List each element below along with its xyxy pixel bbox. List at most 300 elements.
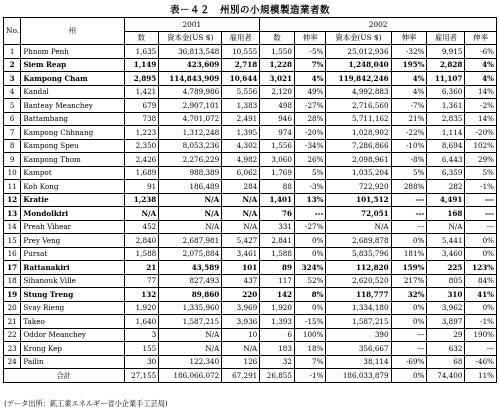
cell-employees-2002: 68 — [427, 355, 465, 369]
header-year-2001: 2001 — [124, 18, 260, 32]
cell-employees-2002: 4,491 — [427, 193, 465, 207]
cell-count-growth: 5% — [294, 166, 325, 180]
cell-employees-growth: 190% — [465, 328, 497, 342]
cell-employees-growth: --- — [465, 342, 497, 356]
cell-employees-growth: 4% — [465, 72, 497, 86]
cell-row-number: 1 — [4, 45, 21, 59]
cell-count-2002: 183 — [260, 342, 295, 356]
cell-count-2002: 142 — [260, 288, 295, 302]
cell-province-name: Oddor Meanchey — [21, 328, 124, 342]
cell-row-number: 22 — [4, 328, 21, 342]
cell-employees-growth: 0% — [465, 247, 497, 261]
table-row — [4, 72, 497, 86]
cell-count-2002: 1,550 — [260, 45, 295, 59]
cell-count-2001: 1,223 — [124, 126, 159, 140]
cell-province-name: Phnom Penh — [21, 45, 124, 59]
table-row — [4, 112, 497, 126]
cell-employees-2002: 11,107 — [427, 72, 465, 86]
cell-count-2001: 2,426 — [124, 153, 159, 167]
cell-count-2002: 117 — [260, 274, 295, 288]
cell-count-growth: 26% — [294, 153, 325, 167]
cell-row-number: 16 — [4, 247, 21, 261]
cell-count-2001: 3 — [124, 328, 159, 342]
header-province: 州 — [21, 18, 124, 45]
cell-capital-2002: 38,114 — [326, 355, 391, 369]
cell-capital-2001: N/A — [159, 328, 222, 342]
cell-count-growth: 18% — [294, 342, 325, 356]
cell-row-number: 3 — [4, 72, 21, 86]
cell-employees-2002: 3,962 — [427, 301, 465, 315]
cell-capital-growth: 0% — [391, 315, 427, 329]
cell-row-number: 14 — [4, 220, 21, 234]
cell-province-name: Krong Kep — [21, 342, 124, 356]
cell-province-name: Takeo — [21, 315, 124, 329]
cell-employees-2002: 6,443 — [427, 153, 465, 167]
cell-capital-2002: 356,667 — [326, 342, 391, 356]
cell-row-number: 20 — [4, 301, 21, 315]
header-count-2002: 数 — [260, 31, 295, 45]
cell-employees-2001: 10,555 — [222, 45, 260, 59]
cell-capital-2002: 72,051 — [326, 207, 391, 221]
cell-province-name: Pursat — [21, 247, 124, 261]
cell-capital-2001: 1,335,960 — [159, 301, 222, 315]
cell-capital-2002: 1,248,040 — [326, 58, 391, 72]
cell-employees-2002: 2,835 — [427, 112, 465, 126]
cell-capital-2001: 2,687,981 — [159, 234, 222, 248]
cell-capital-2002: 2,620,520 — [326, 274, 391, 288]
cell-count-2001: 1,640 — [124, 315, 159, 329]
table-row — [4, 85, 497, 99]
table-row — [4, 315, 497, 329]
cell-row-number: 10 — [4, 166, 21, 180]
cell-employees-2001: 4,982 — [222, 153, 260, 167]
cell-count-2002: 331 — [260, 220, 295, 234]
table-body — [4, 45, 497, 369]
table-row — [4, 261, 497, 275]
cell-count-2002: 2,841 — [260, 234, 295, 248]
cell-capital-2002: 2,716,560 — [326, 99, 391, 113]
table-row — [4, 99, 497, 113]
header-capital-2002: 資本金(US $) — [326, 31, 391, 45]
cell-employees-growth: 14% — [465, 85, 497, 99]
cell-employees-growth: 29% — [465, 153, 497, 167]
cell-capital-2002: 25,012,936 — [326, 45, 391, 59]
cell-row-number: 23 — [4, 342, 21, 356]
cell-count-2001: 21 — [124, 261, 159, 275]
cell-count-2001: 1,421 — [124, 85, 159, 99]
cell-employees-2002: N/A — [427, 220, 465, 234]
cell-row-number: 7 — [4, 126, 21, 140]
cell-row-number: 17 — [4, 261, 21, 275]
cell-capital-2002: 101,512 — [326, 193, 391, 207]
cell-employees-2001: 284 — [222, 180, 260, 194]
cell-capital-2001: 988,389 — [159, 166, 222, 180]
cell-capital-2001: 89,860 — [159, 288, 222, 302]
cell-count-2002: 88 — [260, 180, 295, 194]
cell-count-2001: 2,350 — [124, 139, 159, 153]
cell-province-name: Kandal — [21, 85, 124, 99]
header-year-2002: 2002 — [260, 18, 497, 32]
cell-employees-2001: 101 — [222, 261, 260, 275]
cell-capital-growth: 0% — [391, 234, 427, 248]
cell-employees-2001: 3,461 — [222, 247, 260, 261]
cell-employees-growth: -6% — [465, 45, 497, 59]
cell-capital-2001: 43,589 — [159, 261, 222, 275]
cell-employees-2002: 3,460 — [427, 247, 465, 261]
cell-count-2002: 974 — [260, 126, 295, 140]
cell-employees-2001: N/A — [222, 220, 260, 234]
cell-capital-2002: 112,820 — [326, 261, 391, 275]
cell-capital-growth: 32% — [391, 288, 427, 302]
cell-capital-2002: 2,689,878 — [326, 234, 391, 248]
cell-count-growth: -20% — [294, 126, 325, 140]
cell-capital-2002: 5,835,796 — [326, 247, 391, 261]
cell-employees-2002: 8,694 — [427, 139, 465, 153]
cell-employees-2002: 3,897 — [427, 315, 465, 329]
cell-employees-2001: N/A — [222, 342, 260, 356]
cell-province-name: Kampong Speu — [21, 139, 124, 153]
cell-employees-2001: 220 — [222, 288, 260, 302]
total-capital-2001: 186,066,072 — [159, 369, 222, 383]
cell-count-2002: 3,021 — [260, 72, 295, 86]
cell-row-number: 11 — [4, 180, 21, 194]
cell-count-2002: 3,060 — [260, 153, 295, 167]
cell-count-2001: 77 — [124, 274, 159, 288]
cell-employees-growth: --- — [465, 207, 497, 221]
cell-capital-2001: N/A — [159, 207, 222, 221]
cell-employees-growth: 0% — [465, 234, 497, 248]
cell-province-name: Prey Veng — [21, 234, 124, 248]
total-count-growth: -1% — [294, 369, 325, 383]
cell-employees-2002: 282 — [427, 180, 465, 194]
header-count-2001: 数 — [124, 31, 159, 45]
cell-count-2001: 91 — [124, 180, 159, 194]
total-capital-2002: 186,033,879 — [326, 369, 391, 383]
cell-employees-growth: 14% — [465, 112, 497, 126]
cell-province-name: Sihanouk Ville — [21, 274, 124, 288]
cell-count-2001: 738 — [124, 112, 159, 126]
cell-capital-growth: --- — [391, 342, 427, 356]
cell-count-growth: 7% — [294, 355, 325, 369]
cell-capital-2001: 2,276,229 — [159, 153, 222, 167]
cell-count-2001: 679 — [124, 99, 159, 113]
cell-count-2001: N/A — [124, 207, 159, 221]
cell-capital-2001: 827,493 — [159, 274, 222, 288]
cell-row-number: 5 — [4, 99, 21, 113]
cell-count-growth: 0% — [294, 247, 325, 261]
cell-count-2001: 2,895 — [124, 72, 159, 86]
cell-employees-2001: 4,302 — [222, 139, 260, 153]
cell-employees-growth: 123% — [465, 261, 497, 275]
cell-employees-2002: 1,361 — [427, 99, 465, 113]
cell-employees-growth: --- — [465, 220, 497, 234]
cell-employees-growth: 0% — [465, 301, 497, 315]
cell-capital-growth: --- — [391, 193, 427, 207]
header-no: No. — [4, 18, 21, 45]
cell-employees-2002: 310 — [427, 288, 465, 302]
cell-row-number: 18 — [4, 274, 21, 288]
header-count-growth: 伸率 — [294, 31, 325, 45]
cell-province-name: Banteay Meanchey — [21, 99, 124, 113]
cell-capital-2002: 1,334,180 — [326, 301, 391, 315]
cell-count-2002: 498 — [260, 99, 295, 113]
cell-count-2001: 1,149 — [124, 58, 159, 72]
table-row — [4, 166, 497, 180]
cell-count-2002: 946 — [260, 112, 295, 126]
table-row — [4, 126, 497, 140]
header-capital-growth: 伸率 — [391, 31, 427, 45]
cell-capital-2001: 2,907,101 — [159, 99, 222, 113]
cell-row-number: 21 — [4, 315, 21, 329]
cell-capital-2002: 722,920 — [326, 180, 391, 194]
cell-employees-2001: 2,491 — [222, 112, 260, 126]
cell-employees-2001: 10,644 — [222, 72, 260, 86]
cell-employees-growth: -20% — [465, 126, 497, 140]
cell-province-name: Battambang — [21, 112, 124, 126]
cell-capital-2001: 1,312,248 — [159, 126, 222, 140]
cell-count-growth: 13% — [294, 193, 325, 207]
cell-employees-growth: 41% — [465, 288, 497, 302]
cell-employees-2001: N/A — [222, 193, 260, 207]
table-row — [4, 139, 497, 153]
cell-province-name: Kampong Thom — [21, 153, 124, 167]
cell-province-name: Svay Rieng — [21, 301, 124, 315]
cell-count-2001: 1,238 — [124, 193, 159, 207]
cell-capital-2001: 423,609 — [159, 58, 222, 72]
cell-employees-2001: 10 — [222, 328, 260, 342]
cell-count-2001: 452 — [124, 220, 159, 234]
table-row — [4, 58, 497, 72]
cell-count-2002: 1,228 — [260, 58, 295, 72]
cell-employees-2002: 5,441 — [427, 234, 465, 248]
cell-capital-2002: 1,035,204 — [326, 166, 391, 180]
cell-count-2001: 2,840 — [124, 234, 159, 248]
cell-count-2001: 30 — [124, 355, 159, 369]
cell-employees-2002: 168 — [427, 207, 465, 221]
cell-count-growth: 8% — [294, 288, 325, 302]
total-capital-growth: 0% — [391, 369, 427, 383]
cell-capital-2002: 118,777 — [326, 288, 391, 302]
cell-employees-growth: 5% — [465, 166, 497, 180]
cell-count-2002: 1,401 — [260, 193, 295, 207]
cell-count-2002: 1,769 — [260, 166, 295, 180]
header-employees-2002: 雇用者 — [427, 31, 465, 45]
table-row — [4, 288, 497, 302]
cell-employees-2001: 126 — [222, 355, 260, 369]
table-row — [4, 342, 497, 356]
cell-count-2002: 32 — [260, 355, 295, 369]
cell-count-growth: -3% — [294, 180, 325, 194]
cell-province-name: Koh Kong — [21, 180, 124, 194]
cell-employees-2001: 437 — [222, 274, 260, 288]
cell-province-name: Mondolkiri — [21, 207, 124, 221]
cell-province-name: Kratie — [21, 193, 124, 207]
cell-count-growth: -27% — [294, 220, 325, 234]
cell-capital-2002: 390 — [326, 328, 391, 342]
cell-capital-2001: N/A — [159, 193, 222, 207]
cell-capital-2002: 1,028,902 — [326, 126, 391, 140]
cell-capital-2001: N/A — [159, 220, 222, 234]
cell-capital-growth: -22% — [391, 126, 427, 140]
cell-capital-growth: -32% — [391, 45, 427, 59]
cell-count-2001: 1,920 — [124, 301, 159, 315]
cell-count-2001: 155 — [124, 342, 159, 356]
cell-employees-2002: 9,915 — [427, 45, 465, 59]
cell-count-growth: --- — [294, 207, 325, 221]
cell-capital-growth: --- — [391, 207, 427, 221]
cell-employees-growth: --- — [465, 193, 497, 207]
cell-row-number: 19 — [4, 288, 21, 302]
cell-capital-2002: 7,286,866 — [326, 139, 391, 153]
cell-capital-growth: 21% — [391, 112, 427, 126]
header-row-years — [4, 18, 497, 32]
header-capital-2001: 資本金(US $) — [159, 31, 222, 45]
cell-capital-2002: 4,992,883 — [326, 85, 391, 99]
cell-employees-2002: 6,360 — [427, 85, 465, 99]
cell-count-2002: 1,920 — [260, 301, 295, 315]
cell-employees-2002: 6,359 — [427, 166, 465, 180]
cell-employees-2001: 6,062 — [222, 166, 260, 180]
cell-employees-growth: 102% — [465, 139, 497, 153]
cell-count-growth: 0% — [294, 301, 325, 315]
manufacturers-table — [3, 17, 497, 383]
table-row — [4, 193, 497, 207]
cell-capital-2001: 186,489 — [159, 180, 222, 194]
cell-employees-2001: 3,969 — [222, 301, 260, 315]
table-row — [4, 45, 497, 59]
cell-capital-growth: 5% — [391, 166, 427, 180]
cell-employees-2001: 2,718 — [222, 58, 260, 72]
cell-capital-growth: -10% — [391, 139, 427, 153]
cell-count-2002: 1,588 — [260, 247, 295, 261]
cell-employees-2001: N/A — [222, 207, 260, 221]
cell-province-name: Kampong Chhnang — [21, 126, 124, 140]
cell-employees-2002: 2,828 — [427, 58, 465, 72]
cell-capital-growth: 4% — [391, 72, 427, 86]
cell-province-name: Stung Treng — [21, 288, 124, 302]
table-row — [4, 247, 497, 261]
cell-employees-2001: 1,383 — [222, 99, 260, 113]
cell-count-2002: 2,120 — [260, 85, 295, 99]
cell-employees-2001: 5,556 — [222, 85, 260, 99]
cell-capital-growth: 195% — [391, 58, 427, 72]
cell-province-name: Kampot — [21, 166, 124, 180]
table-title: 表－４２ 州別の小規模製造業者数 — [169, 5, 330, 16]
cell-count-growth: 49% — [294, 85, 325, 99]
cell-count-growth: 100% — [294, 328, 325, 342]
cell-count-growth: 7% — [294, 58, 325, 72]
cell-capital-2001: 2,075,884 — [159, 247, 222, 261]
total-label: 合計 — [4, 369, 125, 383]
cell-employees-2001: 5,427 — [222, 234, 260, 248]
table-row — [4, 153, 497, 167]
cell-row-number: 2 — [4, 58, 21, 72]
cell-capital-2001: 122,340 — [159, 355, 222, 369]
header-employees-growth: 伸率 — [465, 31, 497, 45]
cell-count-growth: -5% — [294, 45, 325, 59]
cell-province-name: Siem Reap — [21, 58, 124, 72]
cell-capital-2002: N/A — [326, 220, 391, 234]
cell-employees-growth: -1% — [465, 180, 497, 194]
total-employees-2001: 67,291 — [222, 369, 260, 383]
cell-count-growth: 324% — [294, 261, 325, 275]
cell-count-2002: 89 — [260, 261, 295, 275]
cell-capital-growth: --- — [391, 328, 427, 342]
cell-capital-2001: N/A — [159, 342, 222, 356]
cell-row-number: 9 — [4, 153, 21, 167]
cell-count-2001: 132 — [124, 288, 159, 302]
cell-province-name: Kampong Cham — [21, 72, 124, 86]
cell-count-2002: 76 — [260, 207, 295, 221]
cell-row-number: 12 — [4, 193, 21, 207]
total-employees-2002: 74,400 — [427, 369, 465, 383]
cell-capital-growth: -69% — [391, 355, 427, 369]
cell-employees-2001: 1,395 — [222, 126, 260, 140]
cell-capital-growth: 0% — [391, 301, 427, 315]
cell-count-growth: 28% — [294, 112, 325, 126]
table-row — [4, 274, 497, 288]
table-row — [4, 328, 497, 342]
total-count-2001: 27,155 — [124, 369, 159, 383]
cell-row-number: 15 — [4, 234, 21, 248]
cell-capital-growth: 181% — [391, 247, 427, 261]
table-row — [4, 355, 497, 369]
cell-province-name: Rattanakiri — [21, 261, 124, 275]
cell-capital-growth: 4% — [391, 85, 427, 99]
header-employees-2001: 雇用者 — [222, 31, 260, 45]
cell-province-name: Pailin — [21, 355, 124, 369]
total-count-2002: 26,855 — [260, 369, 295, 383]
cell-row-number: 6 — [4, 112, 21, 126]
cell-capital-growth: 288% — [391, 180, 427, 194]
cell-count-2001: 1,635 — [124, 45, 159, 59]
cell-capital-growth: -8% — [391, 153, 427, 167]
table-row — [4, 301, 497, 315]
source-note: (データ出所：鉱工業エネルギー省小企業手工芸局) — [4, 399, 168, 408]
cell-employees-2002: 632 — [427, 342, 465, 356]
cell-row-number: 4 — [4, 85, 21, 99]
cell-row-number: 8 — [4, 139, 21, 153]
cell-capital-2002: 5,711,162 — [326, 112, 391, 126]
cell-employees-growth: -2% — [465, 99, 497, 113]
cell-capital-growth: --- — [391, 220, 427, 234]
cell-count-2002: 1,393 — [260, 315, 295, 329]
cell-count-growth: 0% — [294, 234, 325, 248]
cell-count-growth: 4% — [294, 72, 325, 86]
cell-capital-growth: 217% — [391, 274, 427, 288]
cell-employees-2002: 1,114 — [427, 126, 465, 140]
cell-capital-2001: 4,701,072 — [159, 112, 222, 126]
cell-province-name: Preah Vihear — [21, 220, 124, 234]
cell-capital-2002: 1,587,215 — [326, 315, 391, 329]
cell-employees-2002: 225 — [427, 261, 465, 275]
table-row — [4, 207, 497, 221]
cell-count-growth: 52% — [294, 274, 325, 288]
cell-capital-2001: 114,843,909 — [159, 72, 222, 86]
cell-count-growth: -27% — [294, 99, 325, 113]
table-row — [4, 234, 497, 248]
cell-capital-2001: 36,813,548 — [159, 45, 222, 59]
cell-capital-2001: 4,789,986 — [159, 85, 222, 99]
total-row — [4, 369, 497, 383]
cell-capital-2001: 1,587,215 — [159, 315, 222, 329]
cell-employees-growth: 84% — [465, 274, 497, 288]
cell-count-2002: 6 — [260, 328, 295, 342]
cell-row-number: 24 — [4, 355, 21, 369]
table-row — [4, 180, 497, 194]
cell-count-2001: 1,588 — [124, 247, 159, 261]
cell-employees-growth: 4% — [465, 58, 497, 72]
